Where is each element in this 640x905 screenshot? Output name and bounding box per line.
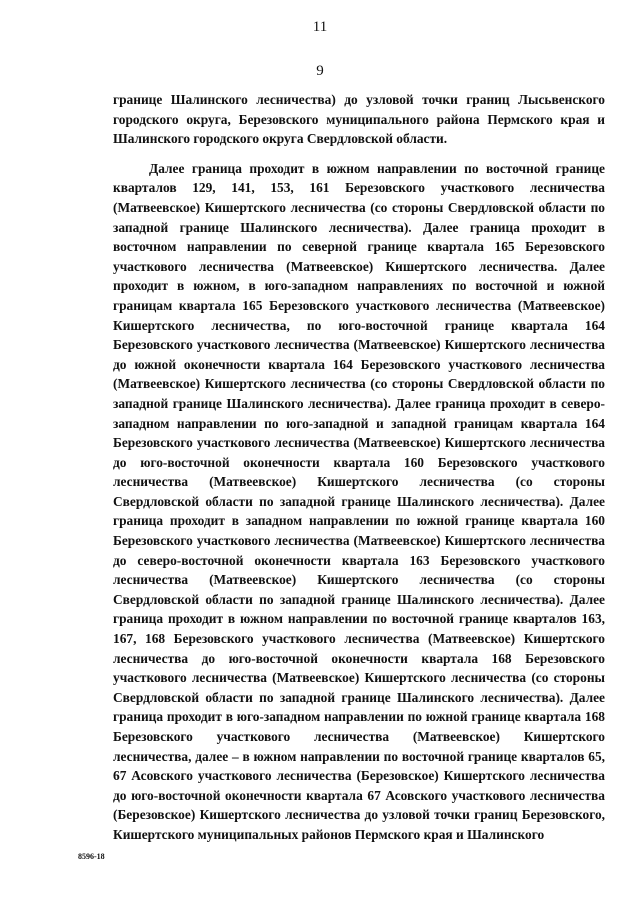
document-code: 8596-18 [78, 852, 105, 861]
paragraph-continuation: границе Шалинского лесничества) до узловой точки границ Лысьвенского городского округа, Березовского муниципального района Пермского края и Шалинского городского округа Свердловской области. [113, 92, 605, 147]
document-body [113, 90, 605, 845]
page-number-inner: 9 [316, 63, 324, 79]
page-number-top: 11 [312, 19, 328, 35]
paragraph-boundary-description: Далее граница проходит в южном направлении по восточной границе кварталов 129, 141, 153, 161 Березовского участкового лесничества (Матвеевское) Кишертского лесничества (со стороны Свердловской области по западной границе Шалинского лесничества). Далее граница проходит в восточном направлении по северной границе квартала 165 Березовского участкового лесничества (Матвеевское) Кишертского лесничества. Далее проходит в южном, в юго-западном направлениях по восточной и южной границам квартала 165 Березовского участкового лесничества (Матвеевское) Кишертского лесничества, по юго-восточной границе квартала 164 Березовского участкового лесничества (Матвеевское) Кишертского лесничества до южной оконечности квартала 164 Березовского участкового лесничества (Матвеевское) Кишертского лесничества (со стороны Свердловской области по западной границе Шалинского лесничества). Далее граница проходит в северо-западном направлении по юго-западной и западной границам квартала 164 Березовского участкового лесничества (Матвеевское) Кишертского лесничества до юго-восточной оконечности квартала 160 Березовского участкового лесничества (Матвеевское) Кишертского лесничества (со стороны Свердловской области по западной границе Шалинского лесничества). Далее граница проходит в западном направлении по южной границе квартала 160 Березовского участкового лесничества (Матвеевское) Кишертского лесничества до северо-восточной оконечности квартала 163 Березовского участкового лесничества (Матвеевское) Кишертского лесничества (со стороны Свердловской области по западной границе Шалинского лесничества). Далее граница проходит в южном направлении по восточной границе кварталов 163, 167, 168 Березовского участкового лесничества (Матвеевское) Кишертского лесничества до юго-восточной оконечности квартала 168 Березовского участкового лесничества (Матвеевское) Кишертского лесничества (со стороны Свердловской области по западной границе Шалинского лесничества). Далее граница проходит в юго-западном направлении по южной границе квартала 168 Березовского участкового лесничества (Матвеевское) Кишертского лесничества, далее – в южном направлении по восточной границе кварталов 65, 67 Асовского участкового лесничества (Березовское) Кишертского лесничества до юго-восточной оконечности квартала 67 Асовского участкового лесничества (Березовское) Кишертского лесничества до узловой точки границ Березовского, Кишертского муниципальных районов Пермского края и Шалинского [113, 160, 605, 842]
